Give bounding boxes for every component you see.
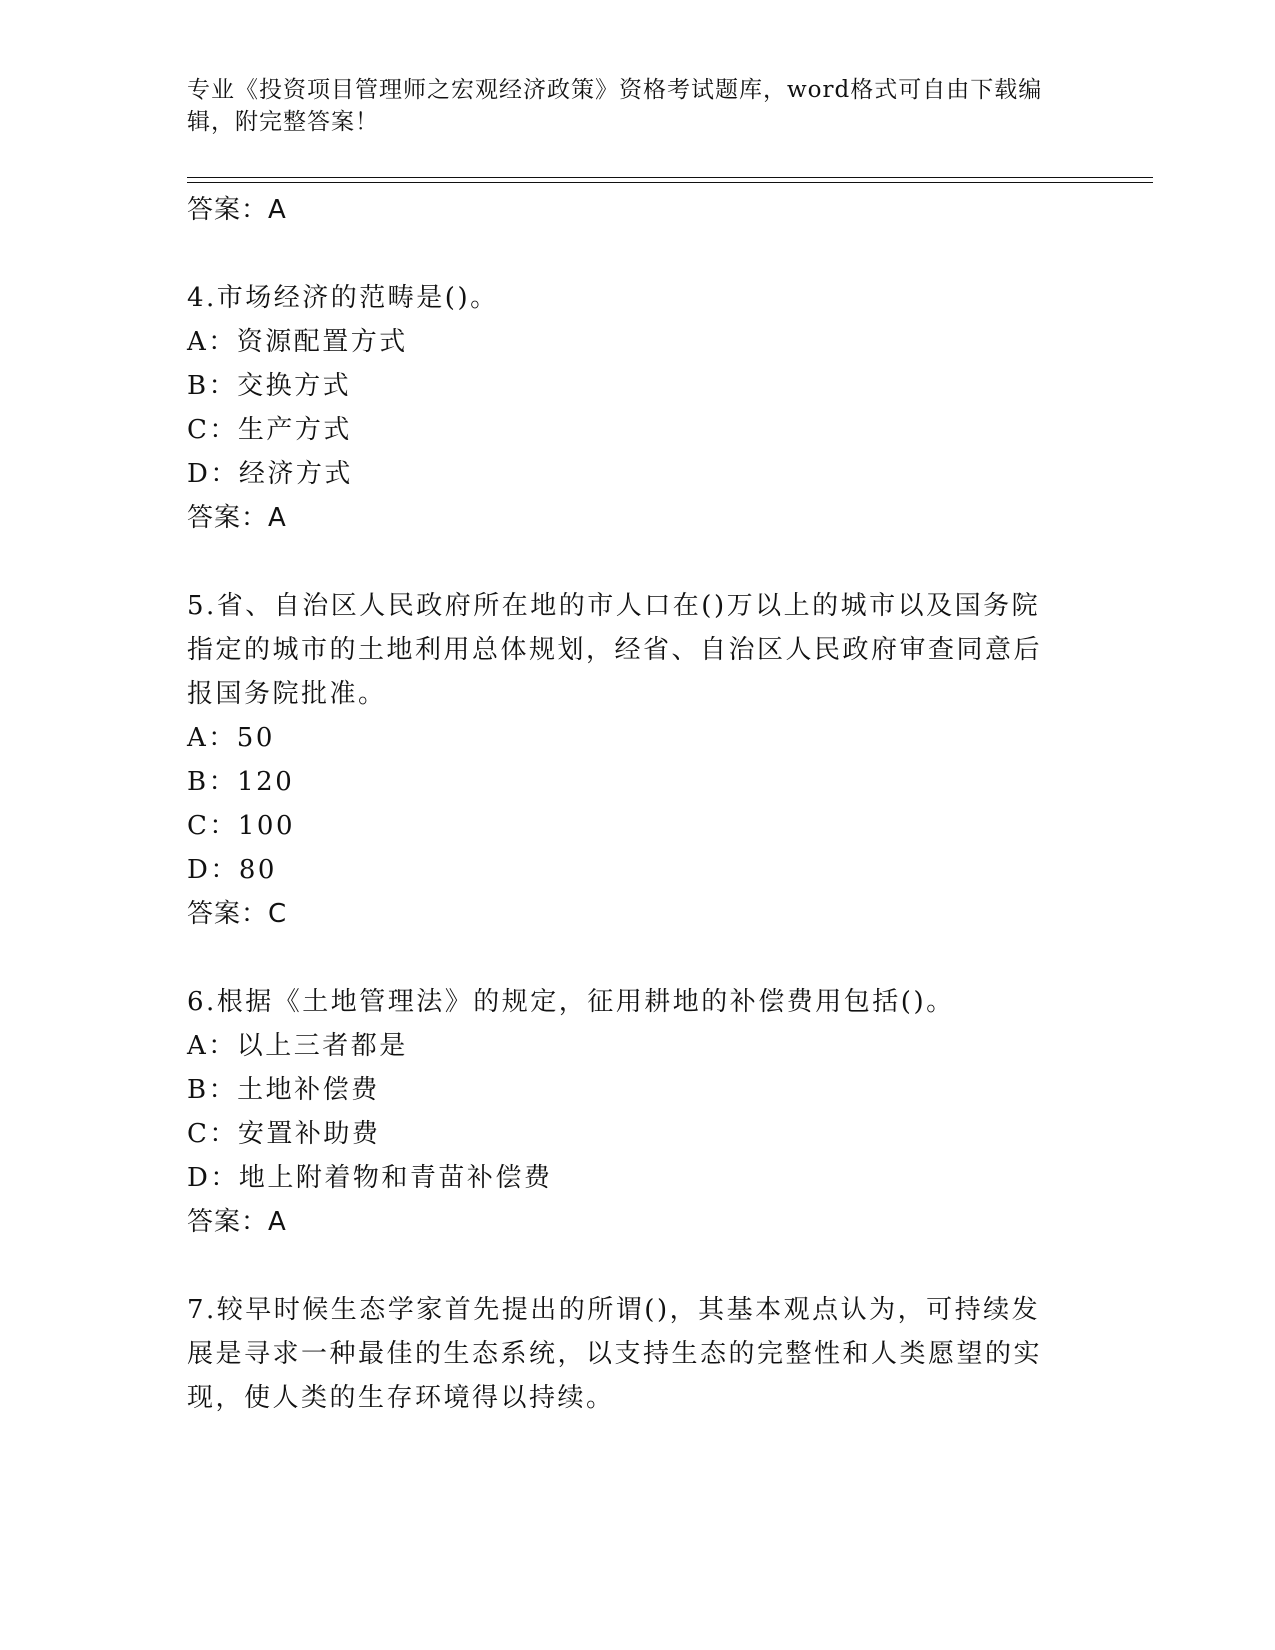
question-6-stem: 6.根据《土地管理法》的规定，征用耕地的补偿费用包括()。 bbox=[187, 987, 955, 1017]
question-5-option-c: C：100 bbox=[187, 811, 296, 841]
answer-value: A bbox=[268, 195, 287, 225]
question-5-option-b: B：120 bbox=[187, 767, 295, 797]
question-6-option-c: C：安置补助费 bbox=[187, 1119, 381, 1149]
question-4-option-a: A：资源配置方式 bbox=[187, 327, 408, 357]
answer-label: 答案： bbox=[187, 503, 269, 533]
answer-line bbox=[187, 192, 287, 228]
question-5-stem-line-2: 指定的城市的土地利用总体规划，经省、自治区人民政府审查同意后 bbox=[187, 635, 1043, 665]
answer-value: A bbox=[268, 503, 287, 533]
question-4-answer bbox=[187, 500, 287, 536]
question-7-stem-line-1: 7.较早时候生态学家首先提出的所谓()，其基本观点认为，可持续发 bbox=[187, 1295, 1041, 1325]
question-5-stem-line-1: 5.省、自治区人民政府所在地的市人口在()万以上的城市以及国务院 bbox=[187, 591, 1041, 621]
question-6-answer bbox=[187, 1204, 287, 1240]
question-5-option-a: A：50 bbox=[187, 723, 275, 753]
answer-label: 答案： bbox=[187, 195, 269, 225]
question-7-stem-line-2: 展是寻求一种最佳的生态系统，以支持生态的完整性和人类愿望的实 bbox=[187, 1339, 1043, 1369]
header-rule-bottom bbox=[187, 182, 1153, 183]
document-header bbox=[187, 74, 1067, 138]
question-4-option-b: B：交换方式 bbox=[187, 371, 352, 401]
question-6-option-d: D：地上附着物和青苗补偿费 bbox=[187, 1163, 553, 1193]
question-4-option-c: C：生产方式 bbox=[187, 415, 352, 445]
answer-label: 答案： bbox=[187, 899, 269, 929]
header-line-2: 辑，附完整答案！ bbox=[187, 109, 379, 135]
question-4-option-d: D：经济方式 bbox=[187, 459, 353, 489]
header-rule-top bbox=[187, 177, 1153, 178]
question-5-option-d: D：80 bbox=[187, 855, 277, 885]
question-7-stem-line-3: 现，使人类的生存环境得以持续。 bbox=[187, 1383, 615, 1413]
question-5-stem-line-3: 报国务院批准。 bbox=[187, 679, 387, 709]
header-line-1: 专业《投资项目管理师之宏观经济政策》资格考试题库，word格式可自由下载编 bbox=[187, 77, 1043, 103]
answer-value: A bbox=[268, 1207, 287, 1237]
question-4-stem: 4.市场经济的范畴是()。 bbox=[187, 283, 499, 313]
question-6-option-b: B：土地补偿费 bbox=[187, 1075, 380, 1105]
answer-label: 答案： bbox=[187, 1207, 269, 1237]
answer-value: C bbox=[268, 899, 288, 929]
question-5-answer bbox=[187, 896, 287, 932]
question-6-option-a: A：以上三者都是 bbox=[187, 1031, 408, 1061]
